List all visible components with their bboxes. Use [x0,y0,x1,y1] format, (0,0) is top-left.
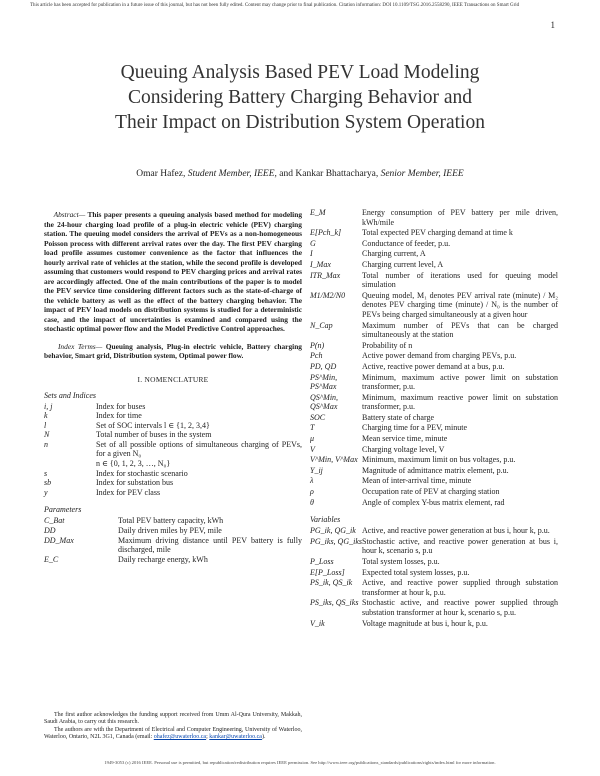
nom-definition: Voltage magnitude at bus i, hour k, p.u. [362,618,488,628]
nom-definition: Total number of buses in the system [96,430,212,440]
nom-definition: n ∈ {0, 1, 2, 3, …, N₀} [96,459,171,469]
index-terms [44,342,302,361]
nomenclature-row [310,393,558,412]
nom-definition: Queuing model, M₁ denotes PEV arrival rate (minute) / M₂ denotes PEV charging time (minute) / N₀ is the number of PEVs being charged simultaneously at a given hour [362,290,558,319]
right-column [310,208,558,629]
nom-definition: Index for time [96,411,142,421]
nomenclature-row [44,555,302,565]
nom-symbol: E_M [310,208,326,217]
nom-definition: Total number of iterations used for queuing model simulation [362,270,558,290]
nom-symbol: P(n) [310,340,325,350]
footnote-sep: ; [206,734,208,741]
nom-symbol: E[P_Loss] [310,567,345,577]
nom-definition: Daily recharge energy, kWh [118,554,208,564]
nomenclature-row [310,351,558,361]
nom-definition: Minimum, maximum active power limit on substation transformer, p.u. [362,372,558,392]
nom-symbol: QS^Min, QS^Max [310,392,339,412]
nom-definition: Index for stochastic scenario [96,468,188,478]
index-terms-label: Index Terms— [57,341,103,351]
abstract-label: Abstract— [53,210,86,219]
nomenclature-row [310,362,558,372]
nom-definition: Maximum driving distance until PEV battery is fully discharged, mile [118,535,302,555]
nom-symbol: PG_iks, QG_iks [310,536,362,546]
nomenclature-row [310,445,558,455]
footnote [44,712,302,742]
nomenclature-row [44,430,302,440]
nom-symbol: μ [310,434,315,444]
nom-symbol: P_Loss [310,557,334,566]
nomenclature-row [310,557,558,567]
nom-symbol: λ [310,476,314,486]
nom-symbol: V [310,444,315,454]
nom-definition: Expected total system losses, p.u. [362,567,470,577]
nom-definition: Total expected PEV charging demand at time k [362,228,513,238]
author-1-role: Student Member, IEEE, [187,169,277,179]
parameters-heading: Parameters [44,505,82,515]
nomenclature-row [44,478,302,488]
nom-definition: Magnitude of admittance matrix element, p.u. [362,465,509,475]
nomenclature-row [310,537,558,556]
nom-definition: Charging time for a PEV, minute [362,423,468,433]
nomenclature-row [310,373,558,392]
title-line-2: Considering Battery Charging Behavior and [127,87,473,108]
title-line-1: Queuing Analysis Based PEV Load Modeling [120,62,480,83]
nom-definition: Active, reactive power demand at a bus, p.u. [362,361,505,371]
nomenclature-row [310,228,558,238]
nomenclature-row [44,411,302,421]
nomenclature-row [44,421,302,431]
nomenclature-row [44,488,302,498]
nom-symbol: I_Max [310,259,331,269]
journal-header-note: This article has been accepted for publication in a future issue of this journal, but has not been fully edited. Content may change prior to final publication. Citation information: DOI 10.1109/TSG.2016.2558290, IEEE Transactions on Smart Grid [30,3,520,8]
footnote-funding: The first author acknowledges the funding support received from Umm Al-Qura University, Makkah, Saudi Arabia, to carry out this research. [44,712,302,726]
nom-definition: Total system losses, p.u. [362,557,440,566]
nomenclature-row [310,487,558,497]
nom-symbol: N [44,430,50,440]
nomenclature-row [310,466,558,476]
nomenclature-row [310,578,558,597]
nom-symbol: k [44,411,48,421]
nom-definition: Energy consumption of PEV battery per mile driven, kWh/mile [362,208,558,227]
nomenclature-row [310,423,558,433]
copyright-footer: 1949-3053 (c) 2016 IEEE. Personal use is permitted, but republication/redistribution requires IEEE permission. See http://www.ieee.org/publications_standards/publications/rights/index.html for more information. [104,760,496,765]
nom-symbol: DD [44,526,56,536]
nom-definition: Battery state of charge [362,412,435,422]
nom-symbol: E[Pch_k] [310,228,342,238]
nom-definition: Charging current, A [362,249,426,259]
author-line [0,169,600,179]
nomenclature-row [44,536,302,555]
nom-symbol: V_ik [310,618,325,628]
nom-definition: Index for PEV class [96,487,161,497]
paper-title [0,60,600,135]
email-link-2[interactable]: kankar@uwaterloo.ca [209,734,262,741]
nom-symbol: PG_ik, QG_ik [310,526,356,536]
nomenclature-row [310,526,558,536]
nom-symbol: T [310,423,315,433]
nom-definition: Minimum, maximum limit on bus voltages, p.u. [362,455,516,465]
nomenclature-row [310,271,558,290]
email-link-1[interactable]: ohafez@uwaterloo.ca [153,734,207,741]
nomenclature-row [310,291,558,320]
nomenclature-row [310,260,558,270]
page-number: 1 [550,20,555,30]
nomenclature-row [310,239,558,249]
nomenclature-row [310,498,558,508]
footnote-affiliation-text: The authors are with the Department of Electrical and Computer Engineering, University of Waterloo, Waterloo, Ontario, N2L 3G1, Canada (email: [44,726,302,741]
nom-definition: Charging current level, A [362,259,444,269]
nomenclature-row [310,321,558,340]
nom-symbol: DD_Max [44,535,74,545]
nomenclature-row [310,208,558,227]
nom-symbol: E_C [44,554,59,564]
nom-definition: Index for substation bus [96,478,174,488]
nom-symbol: M1/M2/N0 [310,290,346,300]
nom-symbol: V^Min, V^Max [310,455,358,465]
nom-definition: Maximum number of PEVs that can be charged simultaneously at the station [362,320,558,340]
nom-definition: Mean of inter-arrival time, minute [362,476,472,486]
nom-definition: Active, and reactive power supplied through substation transformer at hour k, p.u. [362,578,558,597]
nom-definition: Set of all possible options of simultaneous charging of PEVs, for a given N₀ [96,439,302,459]
nomenclature-row [44,440,302,459]
nom-symbol: ρ [310,487,314,497]
nom-symbol: i, j [44,401,53,411]
variables-heading: Variables [310,515,341,525]
nomenclature-row [310,249,558,259]
nomenclature-row [44,526,302,536]
nom-symbol: y [44,487,48,497]
nom-symbol: PS^Min, PS^Max [310,372,338,392]
nom-symbol: Pch [310,351,323,361]
abstract [44,210,302,334]
nomenclature-row [310,413,558,423]
nom-symbol: G [310,238,316,248]
nom-definition: Set of SOC intervals l ∈ {1, 2, 3,4} [96,420,210,430]
sets-heading: Sets and Indices [44,390,96,400]
index-terms-text: Queuing analysis, Plug-in electric vehicle, Battery charging behavior, Smart grid, Distribution system, Optimal power flow. [44,341,302,360]
nomenclature-row [44,459,302,469]
title-line-3: Their Impact on Distribution System Operation [115,112,485,133]
nomenclature-row [310,434,558,444]
nom-symbol: ITR_Max [310,270,341,280]
nom-symbol [44,459,96,469]
author-1: Omar Hafez, [136,169,186,179]
nom-definition: Stochastic active, and reactive power supplied through substation transformer at hour k, scenario s, p.u. [362,598,558,617]
nom-definition: Daily driven miles by PEV, mile [118,526,222,536]
nomenclature-row [44,402,302,412]
nomenclature-row [44,469,302,479]
nomenclature-row [310,619,558,629]
nomenclature-row [310,598,558,617]
nom-symbol: θ [310,497,314,507]
nom-symbol: s [44,468,48,478]
nom-symbol: SOC [310,412,326,422]
nom-definition: Active, and reactive power generation at bus i, hour k, p.u. [362,526,550,536]
nom-definition: Mean service time, minute [362,434,448,444]
nom-definition: Probability of n [362,340,413,350]
footnote-end: ). [261,734,266,741]
nom-symbol: sb [44,478,52,488]
nom-symbol: PS_ik, QS_ik [310,578,353,588]
footnote-affiliation [44,727,302,742]
nom-symbol: PS_iks, QS_iks [310,598,359,608]
nom-definition: Total PEV battery capacity, kWh [118,516,224,526]
nom-symbol: n [44,439,48,449]
nom-definition: Conductance of feeder, p.u. [362,238,451,248]
nom-definition: Occupation rate of PEV at charging station [362,487,500,497]
nom-symbol: I [310,249,313,259]
author-2: and Kankar Bhattacharya, [279,169,379,179]
nom-symbol: Y_ij [310,465,323,475]
nomenclature-row [44,516,302,526]
nomenclature-heading: I. NOMENCLATURE [137,374,209,384]
nom-symbol: C_Bat [44,516,65,526]
nom-definition: Charging voltage level, V [362,444,445,454]
nom-definition: Index for buses [96,401,146,411]
abstract-text: This paper presents a queuing analysis based method for modeling the 24-hour charging load profile of a plug-in electric vehicle (PEV) charging station. The queuing model considers the arrival of PEVs as a non-homogeneous Poisson process with different arrival rates over the day. The first PEV charging load profile assumes customer convenience as the factor that influences the hourly arrival rate of vehicles at the station, while the second profile is developed assuming that customers would respond to PEV charging prices and arrival rates are accordingly affected. One of the main contributions of the paper is to model the PEV service time considering different factors such as the state-of-charge of the vehicle battery as well as the effect of the battery charging behavior. The impact of PEV load models on distribution systems is studied for a deterministic case, and the impact of uncertainties is examined and compared using the stochastic optimal power flow and the Model Predictive Control approaches. [44,210,303,333]
nom-definition: Minimum, maximum reactive power limit on substation transformer, p.u. [362,392,558,412]
nomenclature-row [310,341,558,351]
author-2-role: Senior Member, IEEE [380,169,464,179]
nom-definition: Angle of complex Y-bus matrix element, rad [362,497,505,507]
nom-symbol: l [44,420,47,430]
nom-symbol: N_Cap [310,320,333,330]
nomenclature-row [310,476,558,486]
nomenclature-row [310,455,558,465]
nom-symbol: PD, QD [310,361,337,371]
left-column [44,210,302,564]
nom-definition: Stochastic active, and reactive power generation at bus i, hour k, scenario s, p.u [362,536,558,556]
nomenclature-row [310,568,558,578]
nom-definition: Active power demand from charging PEVs, p.u. [362,351,517,361]
